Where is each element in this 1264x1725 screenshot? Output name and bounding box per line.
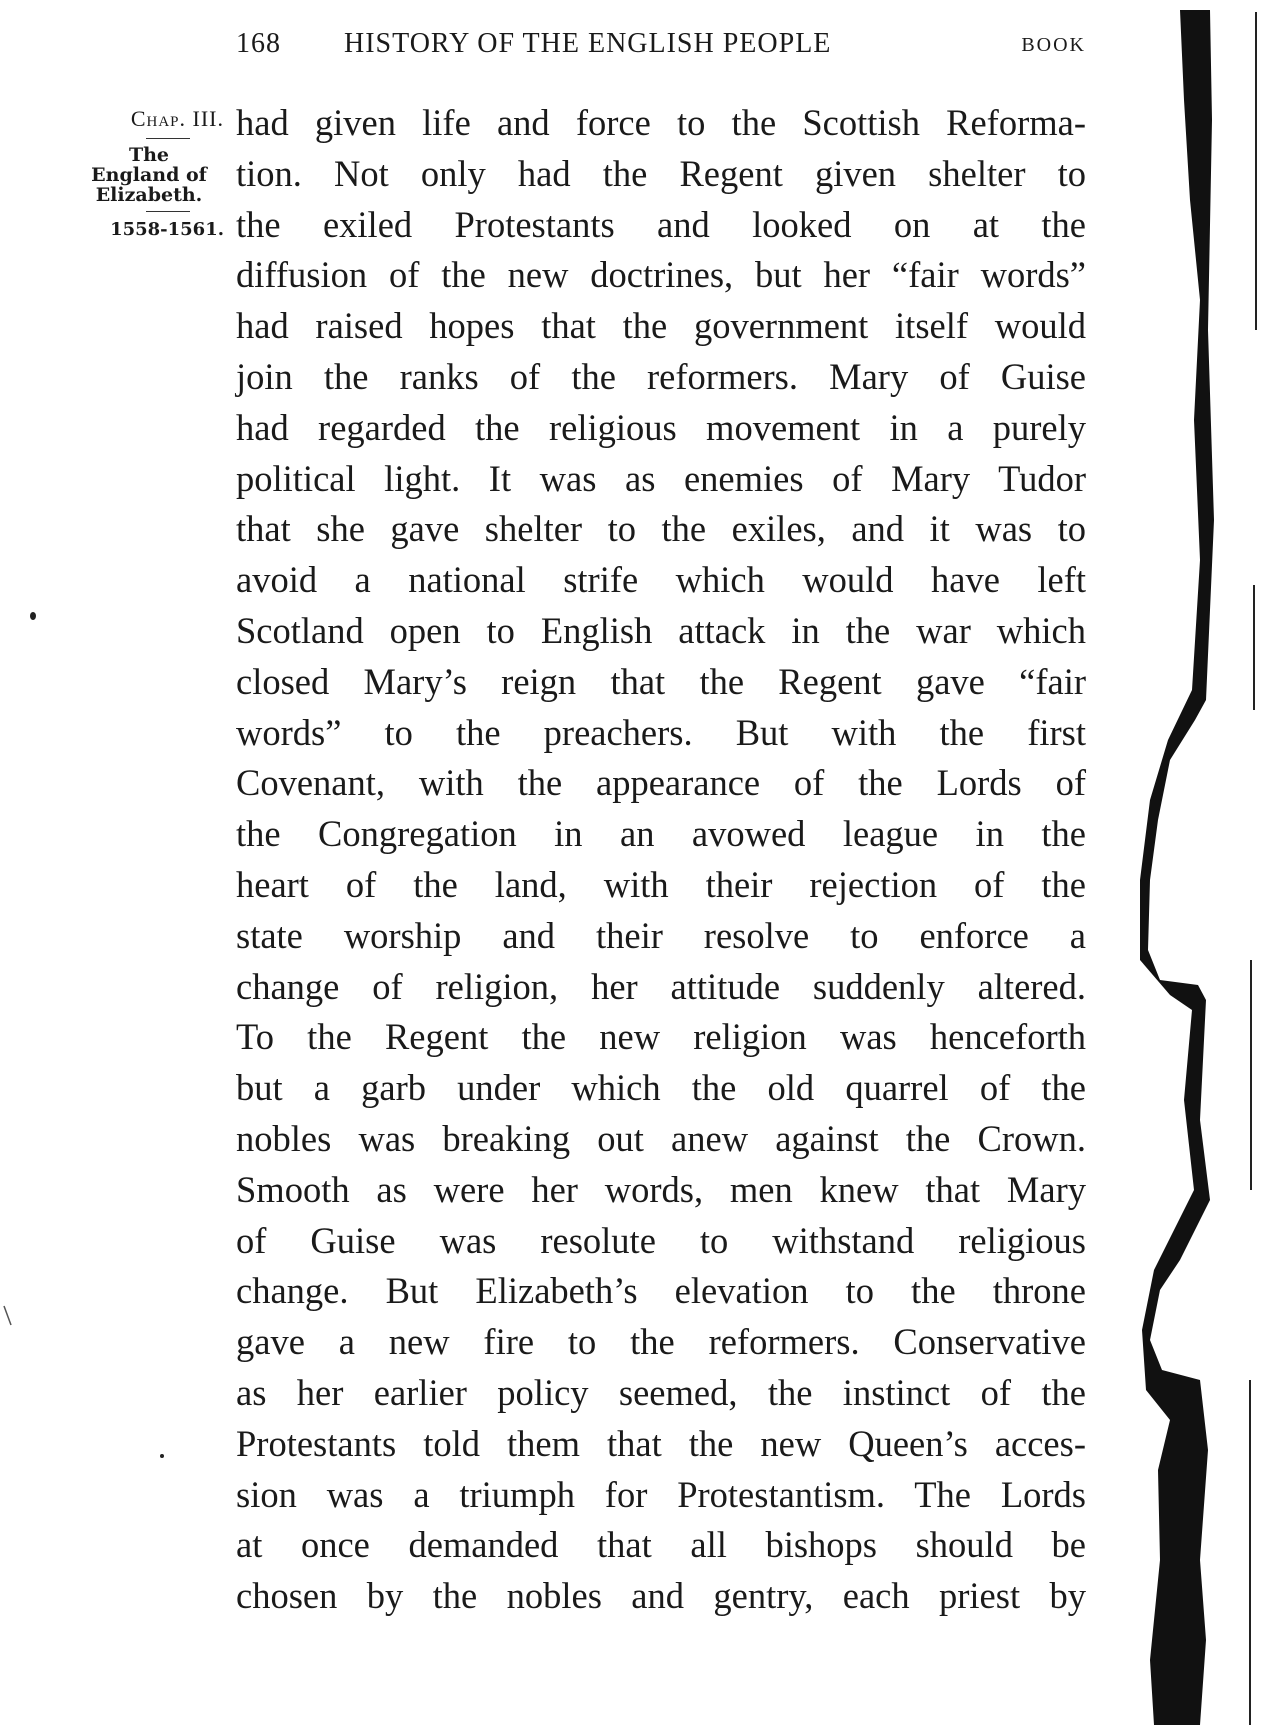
text-line: To the Regent the new religion was henceforth	[236, 1016, 1086, 1058]
side-title-line: England of	[91, 164, 207, 186]
book-label: BOOK	[1021, 34, 1086, 56]
text-line: change of religion, her attitude suddenly altered.	[236, 965, 1086, 1007]
text-line: words” to the preachers. But with the first	[236, 711, 1086, 753]
text-line: diffusion of the new doctrines, but her “fair words”	[236, 254, 1086, 296]
margin-speck	[160, 1454, 164, 1458]
text-line: Covenant, with the appearance of the Lords of	[236, 762, 1086, 804]
text-line: the exiled Protestants and looked on at the	[236, 203, 1086, 245]
margin-notes	[66, 106, 224, 242]
margin-rule-bottom	[146, 211, 190, 212]
text-line: at once demanded that all bishops should be	[236, 1524, 1086, 1566]
side-title-line: The	[128, 144, 170, 166]
book-title: HISTORY OF THE ENGLISH PEOPLE	[344, 28, 832, 59]
text-line: the Congregation in an avowed league in the	[236, 813, 1086, 855]
text-line: chosen by the nobles and gentry, each priest by	[236, 1575, 1086, 1617]
margin-speck	[30, 612, 36, 620]
text-line: Protestants told them that the new Queen’s acces-	[236, 1422, 1086, 1464]
text-line: state worship and their resolve to enforce a	[236, 914, 1086, 956]
scan-edge-shadow	[1140, 0, 1264, 1725]
text-line: gave a new fire to the reformers. Conservative	[236, 1321, 1086, 1363]
text-line: political light. It was as enemies of Mary Tudor	[236, 457, 1086, 499]
text-line: heart of the land, with their rejection of the	[236, 863, 1086, 905]
text-line: avoid a national strife which would have left	[236, 559, 1086, 601]
margin-scratch	[2, 1305, 14, 1327]
text-line: as her earlier policy seemed, the instinct of the	[236, 1371, 1086, 1413]
text-line: change. But Elizabeth’s elevation to the throne	[236, 1270, 1086, 1312]
text-line: Scotland open to English attack in the war which	[236, 609, 1086, 651]
chapter-label: Chap. III.	[130, 106, 224, 131]
text-line: but a garb under which the old quarrel of the	[236, 1067, 1086, 1109]
side-title-line: Elizabeth.	[95, 184, 203, 206]
text-line: had raised hopes that the government itself would	[236, 305, 1086, 347]
text-line: had given life and force to the Scottish Reforma-	[236, 102, 1086, 143]
text-line: join the ranks of the reformers. Mary of Guise	[236, 355, 1086, 397]
text-line: closed Mary’s reign that the Regent gave “fair	[236, 660, 1086, 702]
text-line: tion. Not only had the Regent given shelter to	[236, 152, 1086, 194]
text-line: sion was a triumph for Protestantism. The Lords	[236, 1473, 1086, 1515]
text-line: had regarded the religious movement in a purely	[236, 406, 1086, 448]
text-line: nobles was breaking out anew against the Crown.	[236, 1117, 1086, 1159]
text-line: that she gave shelter to the exiles, and it was to	[236, 508, 1086, 550]
body-text	[236, 98, 1086, 1622]
text-line: of Guise was resolute to withstand religious	[236, 1219, 1086, 1261]
running-head	[236, 22, 1086, 72]
page-number: 168	[236, 28, 281, 59]
text-line: Smooth as were her words, men knew that Mary	[236, 1168, 1086, 1210]
side-dates: 1558-1561.	[110, 219, 224, 240]
margin-rule-top	[146, 138, 190, 139]
